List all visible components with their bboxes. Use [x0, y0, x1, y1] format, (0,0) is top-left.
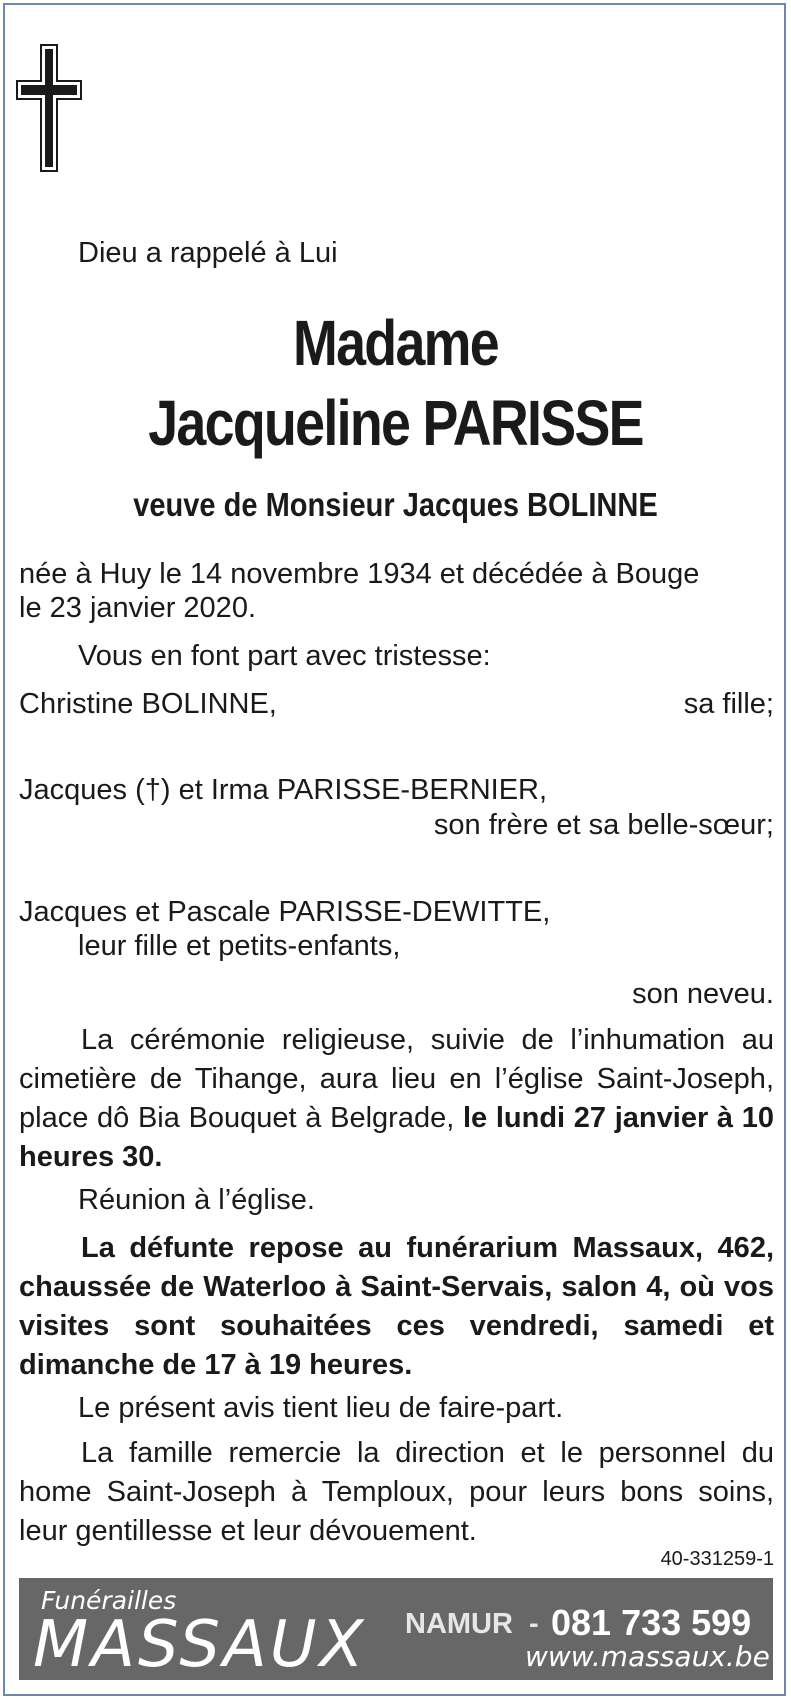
banner-city: NAMUR: [405, 1608, 513, 1640]
family-names-1: Christine BOLINNE,: [19, 688, 277, 720]
ceremony-date: le lundi 27 janvier à 10 heures 30.: [19, 1102, 775, 1173]
banner-label: Funérailles: [41, 1586, 177, 1615]
ceremony-paragraph: [19, 1021, 774, 1177]
birth-death-line-2: le 23 janvier 2020.: [19, 592, 256, 624]
cross-icon: [15, 43, 83, 178]
family-relation-2: son frère et sa belle-sœur;: [433, 809, 774, 841]
deceased-title: Madame: [292, 307, 499, 379]
banner-separator: -: [529, 1608, 539, 1640]
gathering-line: Réunion à l’église.: [78, 1184, 315, 1216]
widow-of-line: veuve de Monsieur Jacques BOLINNE: [133, 486, 658, 523]
birth-death-line-1: née à Huy le 14 novembre 1934 et décédée à Bouge: [19, 558, 700, 590]
deceased-name: Jacqueline PARISSE: [148, 387, 643, 459]
funeral-home-banner: [19, 1578, 773, 1680]
family-names-2: Jacques (†) et Irma PARISSE-BERNIER,: [19, 774, 548, 806]
family-relation-3: son neveu.: [632, 978, 774, 1010]
intro-line: Dieu a rappelé à Lui: [78, 237, 338, 269]
announcement-line: Le présent avis tient lieu de faire-part.: [78, 1392, 564, 1424]
share-intro: Vous en font part avec tristesse:: [78, 640, 491, 672]
banner-phone: 081 733 599: [551, 1602, 752, 1643]
thanks-paragraph: La famille remercie la direction et le personnel du home Saint-Joseph à Temploux, pour leurs bons soins, leur gentillesse et leur dévouement.: [19, 1437, 774, 1547]
banner-brand: MASSAUX: [33, 1608, 367, 1682]
family-children-3: leur fille et petits-enfants,: [78, 930, 401, 962]
ceremony-text: La cérémonie religieuse, suivie de l’inhumation au cimetière de Tihange, aura lieu en l’église Saint-Joseph, place dô Bia Bouquet à Belgrade,: [19, 1024, 774, 1134]
family-relation-1: sa fille;: [683, 688, 774, 720]
family-names-3: Jacques et Pascale PARISSE-DEWITTE,: [19, 896, 551, 928]
reference-number: 40-331259-1: [660, 1548, 774, 1570]
banner-website: www.massaux.be: [525, 1640, 770, 1673]
repose-paragraph: La défunte repose au funérarium Massaux, 462, chaussée de Waterloo à Saint-Servais, salon 4, où vos visites sont souhaitées ces vendredi, samedi et dimanche de 17 à 19 heures.: [19, 1232, 774, 1381]
